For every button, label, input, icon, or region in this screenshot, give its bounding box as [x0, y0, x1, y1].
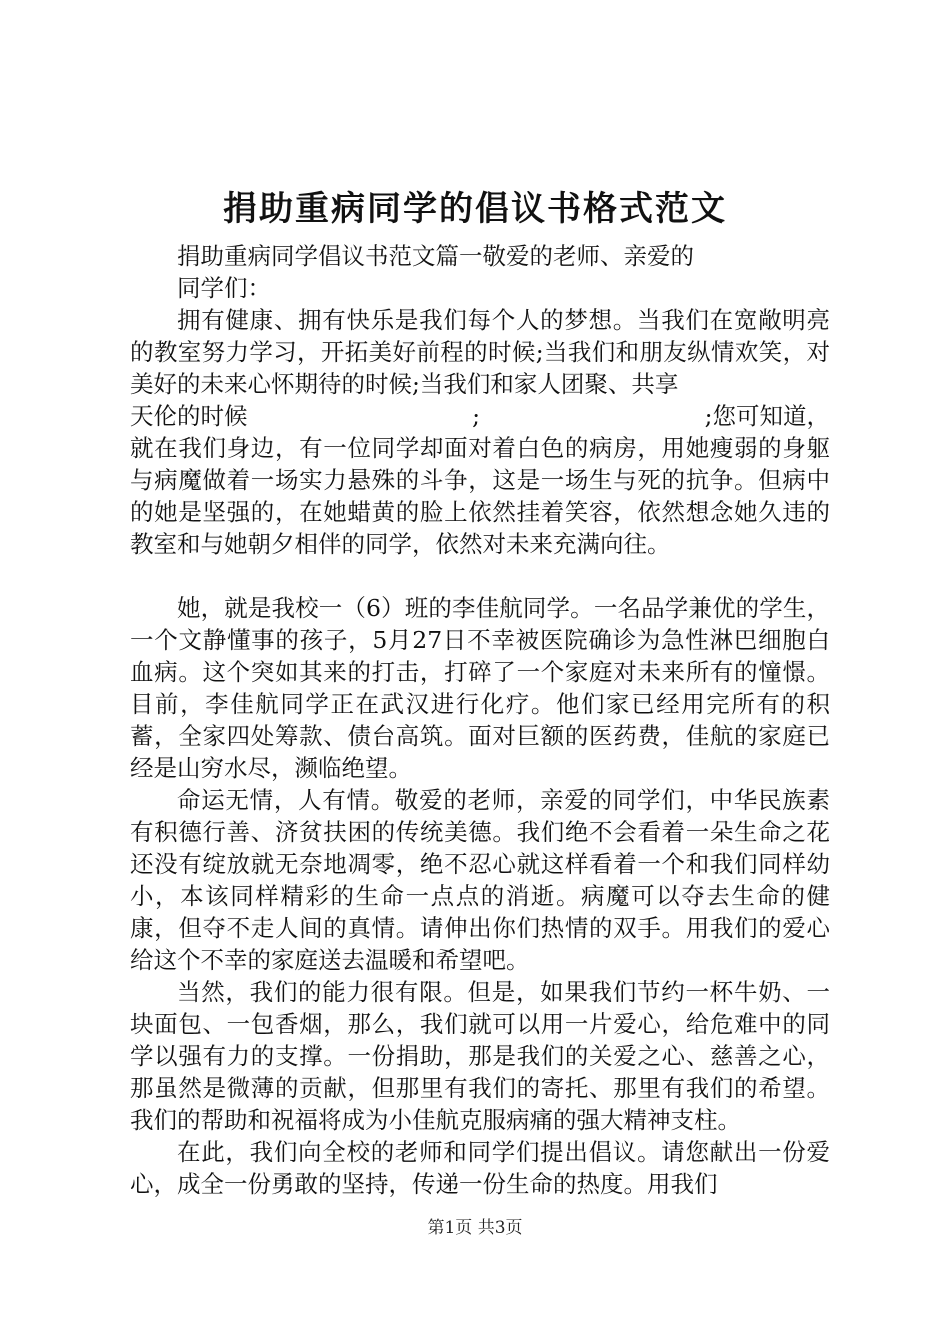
paragraph-gap — [130, 560, 830, 592]
salutation-line: 同学们： — [177, 274, 271, 302]
paragraph-3: 命运无情，人有情。敬爱的老师，亲爱的同学们，中华民族素有积德行善、济贫扶困的传统美德。我们绝不会看着一朵生命之花还没有绽放就无奈地凋零，绝不忍心就这样看着一个和我们同样幼小，本该同样精彩的生命一点点的消逝。病魔可以夺去生命的健康，但夺不走人间的真情。请伸出你们热情的双手。用我们的爱心给这个不幸的家庭送去温暖和希望吧。 — [130, 786, 830, 974]
paragraph-1b: 就在我们身边，有一位同学却面对着白色的病房，用她瘦弱的身躯与病魔做着一场实力悬殊的斗争，这是一场生与死的抗争。但病中的她是坚强的，在她蜡黄的脸上依然挂着笑容，依然想念她久违的教室和与她朝夕相伴的同学，依然对未来充满向往。 — [130, 434, 830, 558]
blank-line-right-text: ;您可知道， — [704, 402, 830, 430]
paragraph-1a: 拥有健康、拥有快乐是我们每个人的梦想。当我们在宽敞明亮的教室努力学习，开拓美好前程的时候;当我们和朋友纵情欢笑，对美好的未来心怀期待的时候;当我们和家人团聚、共享 — [130, 306, 830, 398]
paragraph-1-blank-line — [130, 400, 830, 432]
blank-line-mid-text: ; — [472, 402, 480, 430]
document-body — [130, 240, 830, 1200]
document-title: 捐助重病同学的倡议书格式范文 — [223, 189, 727, 229]
page-indicator: 第1页 共3页 — [427, 1218, 523, 1238]
paragraph-2: 她，就是我校一（6）班的李佳航同学。一名品学兼优的学生，一个文静懂事的孩子，5月27日不幸被医院确诊为急性淋巴细胞白血病。这个突如其来的打击，打碎了一个家庭对未来所有的憧憬。目前，李佳航同学正在武汉进行化疗。他们家已经用完所有的积蓄，全家四处筹款、债台高筑。面对巨额的医药费，佳航的家庭已经是山穷水尽，濒临绝望。 — [130, 594, 830, 782]
paragraph-5: 在此，我们向全校的老师和同学们提出倡议。请您献出一份爱心，成全一份勇敢的坚持，传递一份生命的热度。用我们 — [130, 1138, 830, 1198]
paragraph-4: 当然，我们的能力很有限。但是，如果我们节约一杯牛奶、一块面包、一包香烟，那么，我们就可以用一片爱心，给危难中的同学以强有力的支撑。一份捐助，那是我们的关爱之心、慈善之心，那虽然是微薄的贡献，但那里有我们的寄托、那里有我们的希望。我们的帮助和祝福将成为小佳航克服病痛的强大精神支柱。 — [130, 978, 830, 1134]
intro-line: 捐助重病同学倡议书范文篇一敬爱的老师、亲爱的 — [177, 242, 694, 270]
blank-line-left-text: 天伦的时候 — [130, 402, 248, 430]
